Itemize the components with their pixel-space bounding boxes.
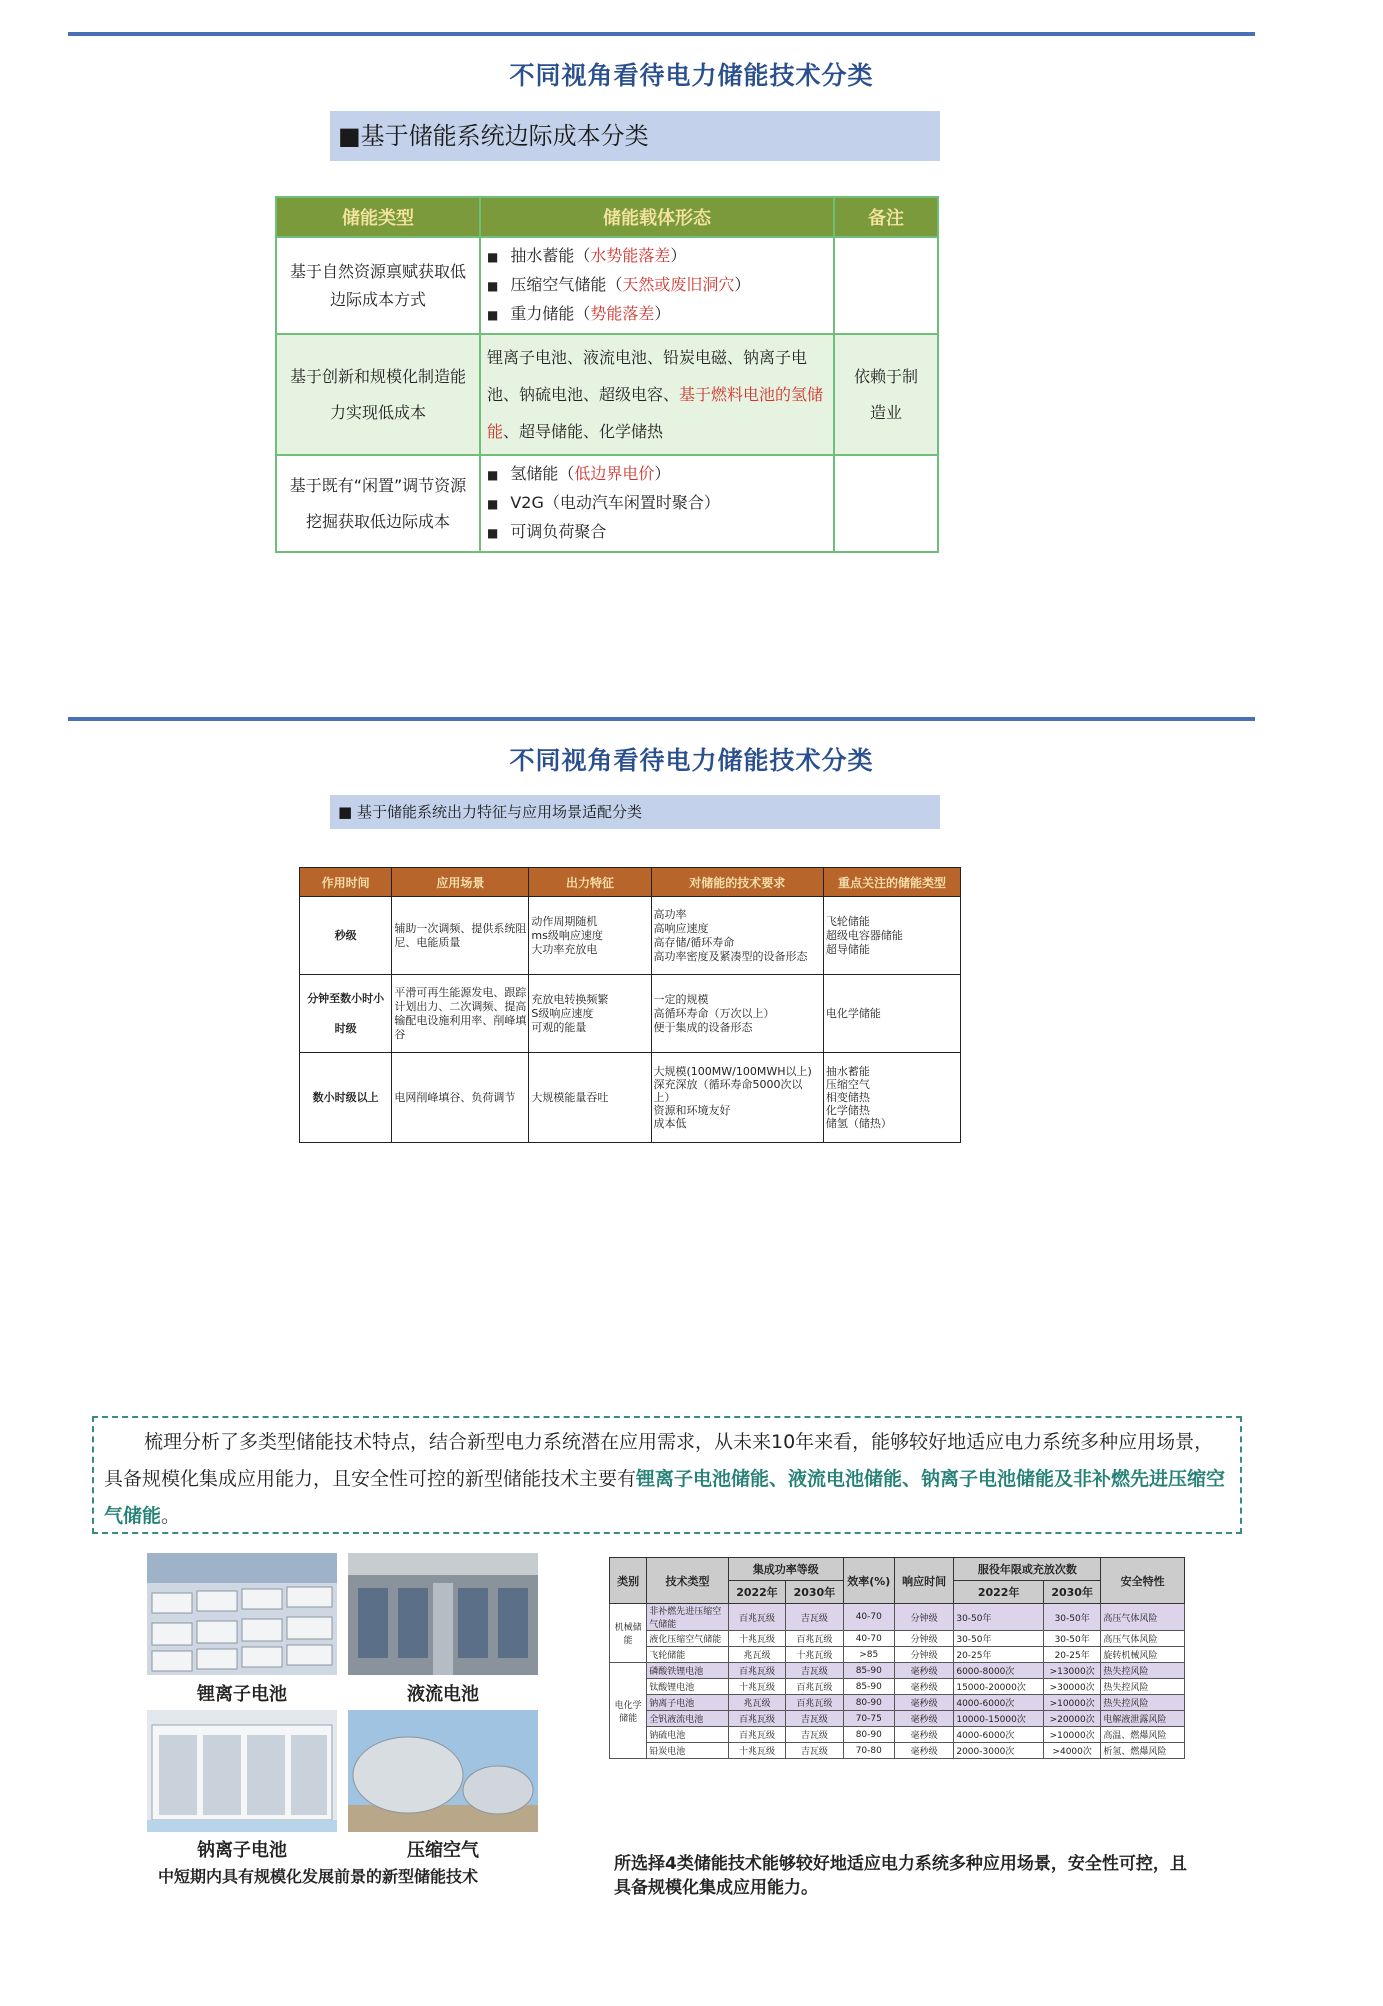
t2-time: 数小时级以上 [300, 1053, 392, 1143]
summary-highlight: 锂离子电池储能、液流电池储能、钠离子电池储能及非补燃先进压缩空气储能 [104, 1468, 1226, 1527]
t3-header: 安全特性 [1101, 1558, 1185, 1604]
t2-focus: 飞轮储能 超级电容器储能 超导储能 [823, 897, 960, 975]
cell-s30: 吉瓦级 [786, 1727, 843, 1743]
t3-header: 2030年 [786, 1581, 843, 1604]
t2-focus: 抽水蓄能 压缩空气 相变储热 化学储热 储氢（储热） [823, 1053, 960, 1143]
output-classification-table [299, 867, 961, 1143]
cell-eff: 70-80 [843, 1743, 894, 1759]
category-cell: 机械储能 [610, 1604, 647, 1663]
cell-s22: 十兆瓦级 [728, 1679, 785, 1695]
row3-type: 基于既有“闲置”调节资源挖掘获取低边际成本 [276, 455, 480, 552]
t2-output: 充放电转换频繁 S级响应速度 可观的能量 [529, 975, 651, 1053]
photo-label: 锂离子电池 [197, 1684, 287, 1705]
cell-safety: 析氢、燃爆风险 [1101, 1743, 1185, 1759]
cell-l30: >4000次 [1043, 1743, 1100, 1759]
t3-header: 2030年 [1043, 1581, 1100, 1604]
photo-label: 钠离子电池 [197, 1840, 287, 1861]
t2-header: 作用时间 [300, 868, 392, 897]
cell-eff: 85-90 [843, 1679, 894, 1695]
list-item: ■ 重力储能（势能落差） [487, 300, 827, 329]
cell-eff: 40-70 [843, 1604, 894, 1631]
cell-type: 钠硫电池 [647, 1727, 729, 1743]
t3-header: 服役年限或充放次数 [954, 1558, 1101, 1581]
table-row [610, 1647, 1185, 1663]
cell-l30: >30000次 [1043, 1679, 1100, 1695]
table-row [610, 1679, 1185, 1695]
row1-carrier [480, 237, 834, 334]
table-row [610, 1711, 1185, 1727]
cell-type: 全钒液流电池 [647, 1711, 729, 1727]
cell-resp: 毫秒级 [894, 1743, 953, 1759]
list-item: ■ 可调负荷聚合 [487, 518, 827, 547]
cell-type: 液化压缩空气储能 [647, 1631, 729, 1647]
table-row [610, 1663, 1185, 1679]
photo-label: 压缩空气 [407, 1840, 479, 1861]
table-row [610, 1604, 1185, 1631]
t2-req: 高功率 高响应速度 高存储/循环寿命 高功率密度及紧凑型的设备形态 [651, 897, 823, 975]
cell-eff: 80-90 [843, 1695, 894, 1711]
t3-header: 效率(%) [843, 1558, 894, 1604]
cell-eff: 80-90 [843, 1727, 894, 1743]
row2-carrier: 锂离子电池、液流电池、铅炭电磁、钠离子电池、钠硫电池、超级电容、基于燃料电池的氢储能、超导储能、化学储热 [480, 334, 834, 455]
cell-resp: 分钟级 [894, 1647, 953, 1663]
list-item: ■ V2G（电动汽车闲置时聚合） [487, 489, 827, 518]
cell-s30: 吉瓦级 [786, 1711, 843, 1727]
list-item: ■ 压缩空气储能（天然或废旧洞穴） [487, 271, 827, 300]
t3-header: 技术类型 [647, 1558, 729, 1604]
summary-text: 梳理分析了多类型储能技术特点，结合新型电力系统潜在应用需求，从未来10年来看，能够较好地适应电力系统多种应用场景，具备规模化集成应用能力，且安全性可控的新型储能技术主要有 [104, 1431, 1214, 1490]
cell-s22: 百兆瓦级 [728, 1727, 785, 1743]
t2-time: 分钟至数小时小时级 [300, 975, 392, 1053]
t2-req: 一定的规模 高循环寿命（万次以上） 便于集成的设备形态 [651, 975, 823, 1053]
cell-type: 飞轮储能 [647, 1647, 729, 1663]
cell-l22: 2000-3000次 [954, 1743, 1044, 1759]
cell-l22: 15000-20000次 [954, 1679, 1044, 1695]
tech-comparison-table [609, 1557, 1185, 1759]
t3-header: 响应时间 [894, 1558, 953, 1604]
cell-safety: 高压气体风险 [1101, 1631, 1185, 1647]
t2-output: 动作周期随机 ms级响应速度 大功率充放电 [529, 897, 651, 975]
t2-header: 对储能的技术要求 [651, 868, 823, 897]
header-type: 储能类型 [276, 197, 480, 237]
sodium-battery-photo [147, 1710, 337, 1832]
cell-eff: >85 [843, 1647, 894, 1663]
cell-s30: 吉瓦级 [786, 1604, 843, 1631]
cell-s30: 吉瓦级 [786, 1743, 843, 1759]
t2-header: 重点关注的储能类型 [823, 868, 960, 897]
cell-eff: 40-70 [843, 1631, 894, 1647]
cell-eff: 70-75 [843, 1711, 894, 1727]
cell-l22: 20-25年 [954, 1647, 1044, 1663]
cell-l30: >20000次 [1043, 1711, 1100, 1727]
cell-l22: 4000-6000次 [954, 1727, 1044, 1743]
cell-type: 钛酸锂电池 [647, 1679, 729, 1695]
cell-l30: >10000次 [1043, 1695, 1100, 1711]
t2-scene: 平滑可再生能源发电、跟踪计划出力、二次调频、提高输配电设施利用率、削峰填谷 [392, 975, 529, 1053]
row3-carrier [480, 455, 834, 552]
cell-resp: 分钟级 [894, 1604, 953, 1631]
cell-type: 非补燃先进压缩空气储能 [647, 1604, 729, 1631]
cell-eff: 85-90 [843, 1663, 894, 1679]
cell-resp: 毫秒级 [894, 1727, 953, 1743]
cell-l30: 20-25年 [1043, 1647, 1100, 1663]
row1-type: 基于自然资源禀赋获取低边际成本方式 [276, 237, 480, 334]
photos-caption: 中短期内具有规模化发展前景的新型储能技术 [158, 1867, 479, 1886]
row3-note [834, 455, 938, 552]
cell-resp: 毫秒级 [894, 1663, 953, 1679]
cell-s22: 百兆瓦级 [728, 1604, 785, 1631]
cell-resp: 分钟级 [894, 1631, 953, 1647]
cell-s22: 百兆瓦级 [728, 1711, 785, 1727]
cell-s30: 百兆瓦级 [786, 1679, 843, 1695]
section1-subtitle: ■基于储能系统边际成本分类 [330, 111, 940, 161]
cell-l22: 10000-15000次 [954, 1711, 1044, 1727]
t2-header: 出力特征 [529, 868, 651, 897]
t2-focus: 电化学储能 [823, 975, 960, 1053]
cell-l22: 4000-6000次 [954, 1695, 1044, 1711]
cell-safety: 热失控风险 [1101, 1663, 1185, 1679]
table-row [610, 1631, 1185, 1647]
cell-l30: >10000次 [1043, 1727, 1100, 1743]
category-cell: 电化学储能 [610, 1663, 647, 1759]
table-row [610, 1727, 1185, 1743]
t3-header: 类别 [610, 1558, 647, 1604]
table-row [610, 1743, 1185, 1759]
section2-title: 不同视角看待电力储能技术分类 [509, 746, 874, 775]
mid-divider [68, 717, 1255, 721]
row1-note [834, 237, 938, 334]
cell-s22: 十兆瓦级 [728, 1631, 785, 1647]
cell-safety: 热失控风险 [1101, 1679, 1185, 1695]
cell-l30: >13000次 [1043, 1663, 1100, 1679]
list-item: ■ 抽水蓄能（水势能落差） [487, 242, 827, 271]
section2-subtitle: ■ 基于储能系统出力特征与应用场景适配分类 [330, 795, 940, 829]
t3-header: 2022年 [954, 1581, 1044, 1604]
cell-safety: 高压气体风险 [1101, 1604, 1185, 1631]
header-carrier: 储能载体形态 [480, 197, 834, 237]
cell-resp: 毫秒级 [894, 1679, 953, 1695]
cell-safety: 旋转机械风险 [1101, 1647, 1185, 1663]
cell-s22: 兆瓦级 [728, 1647, 785, 1663]
cell-resp: 毫秒级 [894, 1711, 953, 1727]
cell-l30: 30-50年 [1043, 1631, 1100, 1647]
flow-battery-photo [348, 1553, 538, 1675]
header-note: 备注 [834, 197, 938, 237]
t3-header: 2022年 [728, 1581, 785, 1604]
cell-type: 钠离子电池 [647, 1695, 729, 1711]
cell-l22: 30-50年 [954, 1631, 1044, 1647]
t2-scene: 辅助一次调频、提供系统阻尼、电能质量 [392, 897, 529, 975]
cell-l22: 6000-8000次 [954, 1663, 1044, 1679]
compressed-air-photo [348, 1710, 538, 1832]
cell-safety: 热失控风险 [1101, 1695, 1185, 1711]
cell-l22: 30-50年 [954, 1604, 1044, 1631]
t2-req: 大规模(100MW/100MWH以上) 深充深放（循环寿命5000次以上） 资源和环境友好 成本低 [651, 1053, 823, 1143]
cell-safety: 电解液泄露风险 [1101, 1711, 1185, 1727]
summary-box: 梳理分析了多类型储能技术特点，结合新型电力系统潜在应用需求，从未来10年来看，能够较好地适应电力系统多种应用场景，具备规模化集成应用能力，且安全性可控的新型储能技术主要有锂离子电池储能、液流电池储能、钠离子电池储能及非补燃先进压缩空气储能。 [92, 1416, 1242, 1534]
cell-safety: 高温、燃爆风险 [1101, 1727, 1185, 1743]
top-divider [68, 32, 1255, 36]
t2-header: 应用场景 [392, 868, 529, 897]
t2-scene: 电网削峰填谷、负荷调节 [392, 1053, 529, 1143]
cell-type: 磷酸铁锂电池 [647, 1663, 729, 1679]
cost-classification-table [275, 196, 939, 553]
section1-title: 不同视角看待电力储能技术分类 [509, 61, 874, 90]
cell-s22: 兆瓦级 [728, 1695, 785, 1711]
cell-l30: 30-50年 [1043, 1604, 1100, 1631]
cell-s30: 十兆瓦级 [786, 1647, 843, 1663]
t2-time: 秒级 [300, 897, 392, 975]
cell-s30: 百兆瓦级 [786, 1631, 843, 1647]
row2-note: 依赖于制造业 [834, 334, 938, 455]
cell-s30: 百兆瓦级 [786, 1695, 843, 1711]
cell-s22: 百兆瓦级 [728, 1663, 785, 1679]
row2-type: 基于创新和规模化制造能力实现低成本 [276, 334, 480, 455]
cell-s30: 吉瓦级 [786, 1663, 843, 1679]
lithium-battery-photo [147, 1553, 337, 1675]
tech-table-caption: 所选择4类储能技术能够较好地适应电力系统多种应用场景，安全性可控，且具备规模化集成应用能力。 [614, 1854, 1187, 1898]
cell-type: 铅炭电池 [647, 1743, 729, 1759]
t2-output: 大规模能量吞吐 [529, 1053, 651, 1143]
cell-resp: 毫秒级 [894, 1695, 953, 1711]
cell-s22: 十兆瓦级 [728, 1743, 785, 1759]
photo-label: 液流电池 [407, 1684, 479, 1705]
t3-header: 集成功率等级 [728, 1558, 843, 1581]
table-row [610, 1695, 1185, 1711]
list-item: ■ 氢储能（低边界电价） [487, 460, 827, 489]
